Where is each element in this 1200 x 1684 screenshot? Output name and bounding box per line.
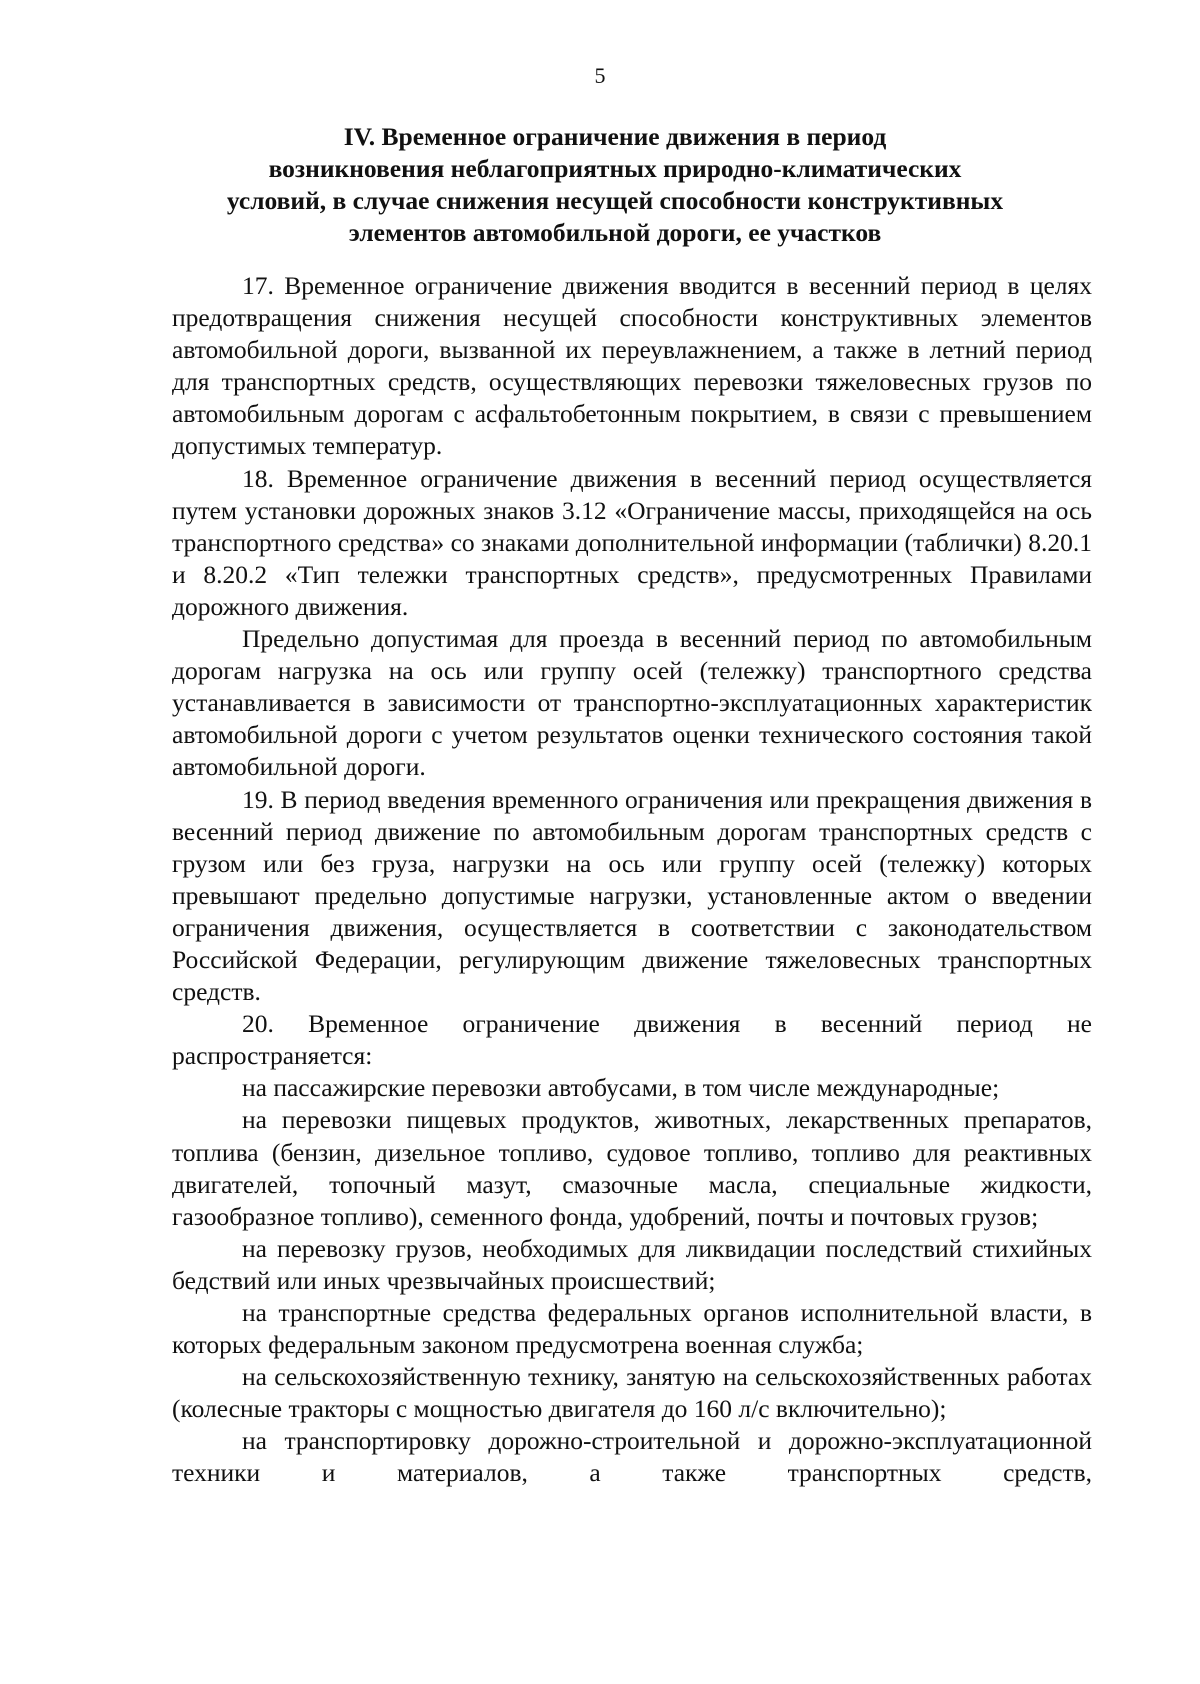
exemption-item: на перевозки пищевых продуктов, животных, лекарственных препаратов, топлива (бензин, дизельное топливо, судовое топливо, топливо для реактивных двигателей, топочный мазут, смазочные масла, специальные жидкости, газообразное топливо), семенного фонда, удобрений, почты и почтовых грузов; (172, 1105, 1092, 1231)
exemption-item: на транспортные средства федеральных органов исполнительной власти, в которых федеральным законом предусмотрена военная служба; (172, 1298, 1092, 1360)
heading-line: возникновения неблагоприятных природно-климатических (268, 154, 962, 183)
exemption-item: на пассажирские перевозки автобусами, в том числе международные; (242, 1073, 1000, 1103)
paragraph-20: 20. Временное ограничение движения в весенний период не распространяется: (172, 1009, 1092, 1071)
heading-line: IV. Временное ограничение движения в период (343, 122, 887, 151)
paragraph-19: 19. В период введения временного ограничения или прекращения движения в весенний период движение по автомобильным дорогам транспортных средств с грузом или без груза, нагрузки на ось или группу осей (тележку) которых превышают предельно допустимые нагрузки, установленные актом о введении ограничения движения, осуществляется в соответствии с законодательством Российской Федерации, регулирующим движение тяжеловесных транспортных средств. (172, 784, 1092, 1007)
heading-line: условий, в случае снижения несущей способности конструктивных (226, 186, 1004, 215)
exemption-item: на сельскохозяйственную технику, занятую на сельскохозяйственных работах (колесные тракторы с мощностью двигателя до 160 л/с включительно); (172, 1362, 1092, 1424)
exemption-item: на транспортировку дорожно-строительной и дорожно-эксплуатационной техники и материалов, а также транспортных средств, (172, 1426, 1092, 1488)
section-heading (160, 121, 1070, 249)
document-body (172, 270, 1092, 1490)
paragraph-18-load-limits: Предельно допустимая для проезда в весенний период по автомобильным дорогам нагрузка на ось или группу осей (тележку) транспортного средства устанавливается в зависимости от транспортно-эксплуатационных характеристик автомобильной дороги с учетом результатов оценки технического состояния такой автомобильной дороги. (172, 624, 1092, 782)
heading-line: элементов автомобильной дороги, ее участков (348, 218, 882, 247)
paragraph-18: 18. Временное ограничение движения в весенний период осуществляется путем установки дорожных знаков 3.12 «Ограничение массы, приходящейся на ось транспортного средства» со знаками дополнительной информации (таблички) 8.20.1 и 8.20.2 «Тип тележки транспортных средств», предусмотренных Правилами дорожного движения. (172, 463, 1092, 621)
page-number: 5 (594, 63, 606, 88)
exemption-item: на перевозку грузов, необходимых для ликвидации последствий стихийных бедствий или иных чрезвычайных происшествий; (172, 1233, 1092, 1295)
paragraph-17: 17. Временное ограничение движения вводится в весенний период в целях предотвращения снижения несущей способности конструктивных элементов автомобильной дороги, вызванной их переувлажнением, а также в летний период для транспортных средств, осуществляющих перевозки тяжеловесных грузов по автомобильным дорогам с асфальтобетонным покрытием, в связи с превышением допустимых температур. (172, 271, 1092, 461)
